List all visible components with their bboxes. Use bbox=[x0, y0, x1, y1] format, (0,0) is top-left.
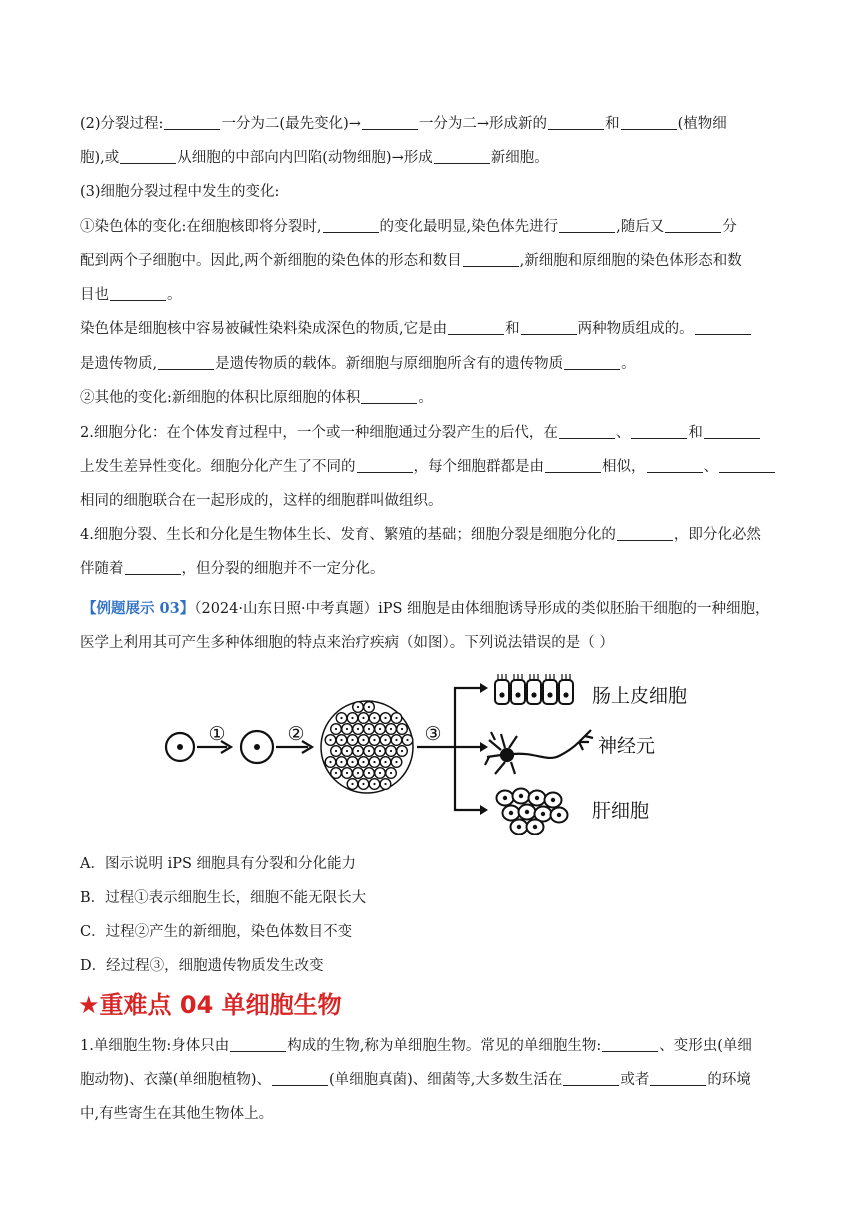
answer-blank[interactable] bbox=[448, 320, 504, 335]
answer-blank[interactable] bbox=[559, 424, 615, 439]
answer-blank[interactable] bbox=[650, 1071, 706, 1086]
answer-blank[interactable] bbox=[548, 115, 604, 130]
cell-cluster-icon bbox=[321, 701, 413, 793]
text-line: 伴随着 ，但分裂的细胞并不一定分化。 bbox=[80, 561, 385, 577]
text-line: 配到两个子细胞中。因此,两个新细胞的染色体的形态和数目 ,新细胞和原细胞的染色体形态和数 bbox=[80, 253, 742, 269]
grown-cell-icon bbox=[241, 731, 273, 763]
answer-blank[interactable] bbox=[120, 149, 176, 164]
answer-blank[interactable] bbox=[647, 458, 703, 473]
answer-blank[interactable] bbox=[559, 218, 615, 233]
answer-blank[interactable] bbox=[617, 526, 673, 541]
text-line: (2)分裂过程: 一分为二(最先变化)→ 一分为二→形成新的 和 (植物细 bbox=[80, 116, 727, 132]
text-line: 是遗传物质, 是遗传物质的载体。新细胞与原细胞所含有的遗传物质 。 bbox=[80, 356, 636, 372]
answer-blank[interactable] bbox=[158, 355, 214, 370]
answer-blank[interactable] bbox=[545, 458, 601, 473]
text-line: 相同的细胞联合在一起形成的，这样的细胞群叫做组织。 bbox=[80, 493, 443, 509]
answer-blank[interactable] bbox=[357, 458, 413, 473]
label-intestinal-cells: 肠上皮细胞 bbox=[592, 685, 688, 707]
answer-blank[interactable] bbox=[631, 424, 687, 439]
answer-blank[interactable] bbox=[323, 218, 379, 233]
answer-blank[interactable] bbox=[463, 252, 519, 267]
arrow-head-icon bbox=[480, 683, 488, 693]
answer-blank[interactable] bbox=[563, 1071, 619, 1086]
text-line: 胞动物)、衣藻(单细胞植物)、 (单细胞真菌)、细菌等,大多数生活在 或者 的环境 bbox=[80, 1072, 751, 1088]
arrow-head-icon bbox=[480, 805, 488, 815]
example-tag: 【例题展示 03】 bbox=[82, 600, 195, 617]
answer-blank[interactable] bbox=[602, 1037, 658, 1052]
liver-cells-icon bbox=[497, 789, 568, 835]
text-line: 中,有些寄生在其他生物体上。 bbox=[80, 1106, 274, 1122]
answer-blank[interactable] bbox=[125, 560, 181, 575]
answer-blank[interactable] bbox=[665, 218, 721, 233]
arrow-head-icon bbox=[480, 742, 488, 752]
branch-arrow-icon bbox=[455, 747, 485, 810]
text-line: ①染色体的变化:在细胞核即将分裂时, 的变化最明显,染色体先进行 ,随后又 分 bbox=[80, 219, 737, 235]
example-header: 【例题展示 03】（2024·山东日照·中考真题）iPS 细胞是由体细胞诱导形成的类似胚胎干细胞的一种细胞， bbox=[82, 600, 770, 617]
option-b[interactable]: B．过程①表示细胞生长，细胞不能无限长大 bbox=[80, 890, 367, 906]
intestinal-epithelium-icon bbox=[495, 674, 573, 704]
answer-blank[interactable] bbox=[434, 149, 490, 164]
text-line: (3)细胞分裂过程中发生的变化: bbox=[80, 184, 280, 200]
answer-blank[interactable] bbox=[164, 115, 220, 130]
section-heading: ★重难点 04 单细胞生物 bbox=[78, 991, 342, 1019]
option-c[interactable]: C．过程②产生的新细胞，染色体数目不变 bbox=[80, 924, 353, 940]
text-line: 目也 。 bbox=[80, 287, 182, 303]
answer-blank[interactable] bbox=[272, 1071, 328, 1086]
answer-blank[interactable] bbox=[564, 355, 620, 370]
answer-blank[interactable] bbox=[621, 115, 677, 130]
text-line: 胞),或 从细胞的中部向内凹陷(动物细胞)→形成 新细胞。 bbox=[80, 150, 549, 166]
answer-blank[interactable] bbox=[704, 424, 760, 439]
text-line: 1.单细胞生物:身体只由 构成的生物,称为单细胞生物。常见的单细胞生物: 、变形虫(单细 bbox=[80, 1038, 752, 1054]
label-neuron: 神经元 bbox=[598, 735, 656, 757]
single-cell-icon bbox=[166, 733, 194, 761]
text-line: 染色体是细胞核中容易被碱性染料染成深色的物质,它是由 和 两种物质组成的。 bbox=[80, 320, 752, 338]
label-liver-cells: 肝细胞 bbox=[592, 800, 650, 822]
step-2-label: ② bbox=[287, 723, 305, 745]
text-line: ②其他的变化:新细胞的体积比原细胞的体积 。 bbox=[80, 390, 433, 406]
step-1-label: ① bbox=[208, 723, 226, 745]
text-line: 2.细胞分化：在个体发育过程中，一个或一种细胞通过分裂产生的后代，在 、 和 bbox=[80, 424, 761, 442]
answer-blank[interactable] bbox=[521, 320, 577, 335]
answer-blank[interactable] bbox=[230, 1037, 286, 1052]
text-line: 上发生差异性变化。细胞分化产生了不同的 ，每个细胞群都是由 相似， 、 bbox=[80, 458, 776, 476]
step-3-label: ③ bbox=[424, 723, 442, 745]
text-line: 4.细胞分裂、生长和分化是生物体生长、发育、繁殖的基础；细胞分裂是细胞分化的 ，即分化必然 bbox=[80, 527, 761, 543]
option-d[interactable]: D．经过程③，细胞遗传物质发生改变 bbox=[80, 958, 324, 974]
branch-arrow-icon bbox=[455, 688, 485, 747]
answer-blank[interactable] bbox=[361, 389, 417, 404]
neuron-icon bbox=[485, 730, 593, 774]
answer-blank[interactable] bbox=[695, 320, 751, 335]
option-a[interactable]: A．图示说明 iPS 细胞具有分裂和分化能力 bbox=[80, 856, 357, 872]
answer-blank[interactable] bbox=[362, 115, 418, 130]
cell-differentiation-figure bbox=[155, 670, 715, 835]
answer-blank[interactable] bbox=[719, 458, 775, 473]
answer-blank[interactable] bbox=[110, 286, 166, 301]
question-stem: 医学上利用其可产生多种体细胞的特点来治疗疾病（如图）。下列说法错误的是（ ） bbox=[80, 635, 614, 651]
